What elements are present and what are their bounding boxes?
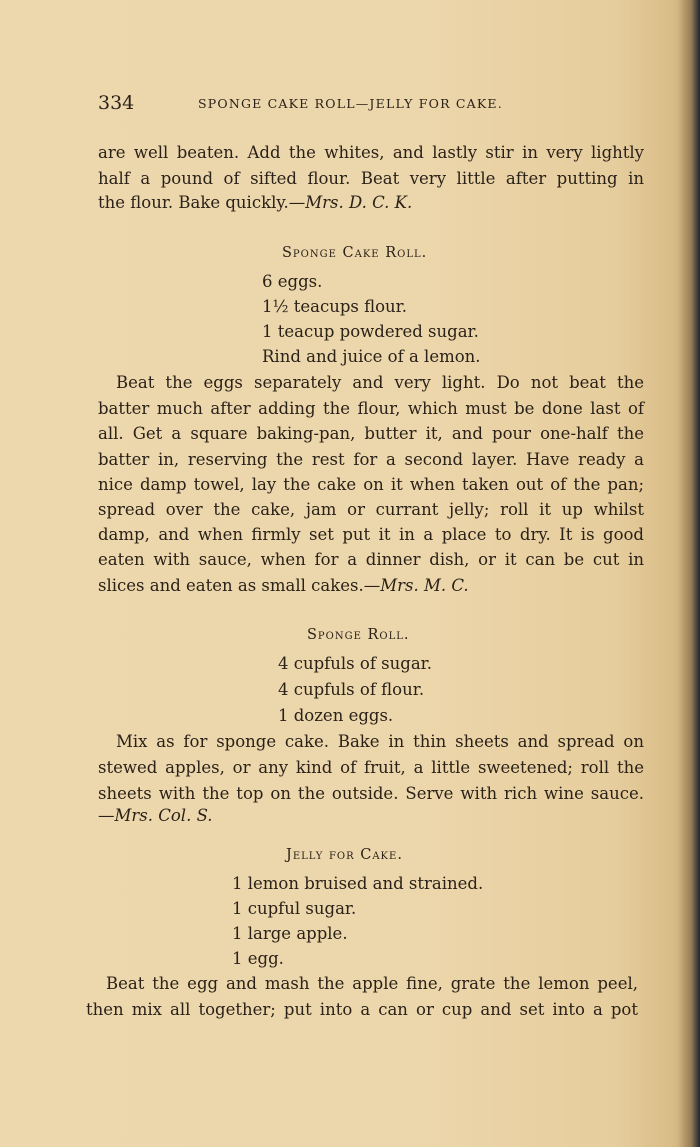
ingredient-line: 4 cupfuls of flour. xyxy=(278,680,425,699)
recipe-title: Sponge Roll. xyxy=(307,627,410,643)
ingredient-line: 1 cupful sugar. xyxy=(232,899,357,918)
method-line: stewed apples, or any kind of fruit, a little sweetened; roll the xyxy=(98,758,644,777)
running-head: SPONGE CAKE ROLL—JELLY FOR CAKE. xyxy=(198,96,503,111)
method-line: —Mrs. Col. S. xyxy=(98,806,213,825)
ingredient-line: 1 dozen eggs. xyxy=(278,706,394,725)
ingredient-line: Rind and juice of a lemon. xyxy=(262,347,481,366)
method-line: batter in, reserving the rest for a second layer. Have ready a xyxy=(98,450,644,469)
attribution: Mrs. D. C. K. xyxy=(305,193,413,212)
method-line: all. Get a square baking-pan, butter it, and pour one-half the xyxy=(98,424,644,443)
method-line: nice damp towel, lay the cake on it when taken out of the pan; xyxy=(98,475,644,494)
ingredient-line: 6 eggs. xyxy=(262,272,323,291)
attribution: Mrs. Col. S. xyxy=(114,806,213,825)
ingredient-line: 1 lemon bruised and strained. xyxy=(232,874,484,893)
recipe-title: Sponge Cake Roll. xyxy=(282,245,428,261)
attribution: Mrs. M. C. xyxy=(380,576,469,595)
method-line: Mix as for sponge cake. Bake in thin sheets and spread on xyxy=(116,732,644,751)
body-line: half a pound of sifted flour. Beat very little after putting in xyxy=(98,169,644,188)
ingredient-line: 1½ teacups flour. xyxy=(262,297,407,316)
ingredient-line: 1 large apple. xyxy=(232,924,348,943)
ingredient-line: 4 cupfuls of sugar. xyxy=(278,654,432,673)
method-line: sheets with the top on the outside. Serve with rich wine sauce. xyxy=(98,784,644,803)
method-line: then mix all together; put into a can or cup and set into a pot xyxy=(86,1000,638,1019)
method-line: Beat the egg and mash the apple fine, grate the lemon peel, xyxy=(106,974,638,993)
method-line: slices and eaten as small cakes.—Mrs. M. C. xyxy=(98,576,469,595)
ingredient-line: 1 teacup powdered sugar. xyxy=(262,322,479,341)
ingredient-line: 1 egg. xyxy=(232,949,284,968)
body-line: are well beaten. Add the whites, and lastly stir in very lightly xyxy=(98,143,644,162)
page-header xyxy=(98,92,578,118)
method-line: Beat the eggs separately and very light. Do not beat the xyxy=(116,373,644,392)
method-line: batter much after adding the flour, which must be done last of xyxy=(98,399,644,418)
page-number: 334 xyxy=(98,92,135,114)
method-line: damp, and when firmly set put it in a place to dry. It is good xyxy=(98,525,644,544)
body-line: the flour. Bake quickly.—Mrs. D. C. K. xyxy=(98,193,413,212)
method-line: spread over the cake, jam or currant jelly; roll it up whilst xyxy=(98,500,644,519)
method-line: eaten with sauce, when for a dinner dish, or it can be cut in xyxy=(98,550,644,569)
recipe-title: Jelly for Cake. xyxy=(286,847,403,863)
book-spine-shadow xyxy=(678,0,700,1147)
